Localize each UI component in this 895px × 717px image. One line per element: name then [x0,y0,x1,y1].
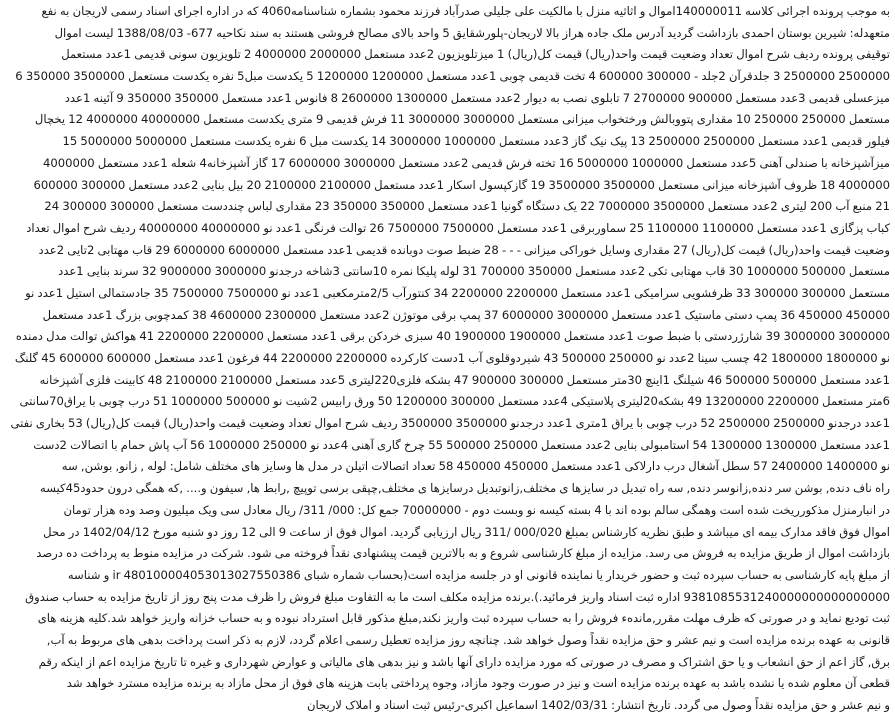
notice-line: متعهدله: شیرین بوستان احمدی بازداشت گردید آدرس ملک جاده هراز بالا لاریجان-پلورشقایق 5 واحد بالای مصالح فروشی هستند به سند نکاحیه 677- 1388/08/03 لیست اموال [54,25,890,40]
notice-line: از مبلغ پایه کارشناسی به حساب سپرده ثبت و حضور خریدار یا نماینده قانونی او در جلسه مزایده است(بحساب شماره شبای 480100004053013027550386 ir و شناسه [67,567,890,582]
notice-line: و نیم عشر و حق مزایده نقداً وصول می گردد. تاریخ انتشار: 1402/03/31 اسماعیل اکبری-رئیس ثبت اسناد و املاک لاریجان [306,698,890,712]
auction-notice [5,1,890,712]
notice-line: 450000 450000 36 پمپ دستی ماستیک 1عدد مستعمل 3000000 6000000 37 پمپ برقی موتوژن 2عدد مستعمل 2300000 4600000 38 کمدچوبی بزرگ 1عدد مستعمل [42,307,890,322]
notice-line: 1عدد درجدنو 2500000 2500000 52 درب چوبی با یراق 1متری 1عدد درجدنو 3500000 3500000 ردیف شرح اموال تعداد وضعیت قیمت واحد(ریال) قیمت کل(ریال) 53 بخاری نفتی [10,416,890,431]
notice-line: ثبت تودیع نماید و در صورتی که ظرف مهلت مقرر,ماندهء فروش را به حساب سپرده ثبت واریز نکند,مبلغ مذکور قابل استرداد نبوده و به حساب خزانه واریز خواهد شد.کلیه هزینه های [37,611,890,626]
notice-line: مستعمل 300000 300000 33 ظرفشویی سرامیکی 1عدد مستعمل 2200000 2200000 34 کنتورآب 2/5مترمکعبی 1عدد نو 7500000 7500000 35 جادستمالی استیل 1عدد نو [25,285,890,300]
notice-line: بازداشت اموال از طریق مزایده به فروش می رسد. مزایده از مبلغ کارشناسی شروع و به بالاترین قیمت پیشنهادی نقداً فروخته می شود. شرکت در مزایده منوط به پرداخت ده درصد [36,546,890,561]
notice-line: مستعمل 250000 250000 10 مقداری پتووبالش ورختخواب میزانی مستعمل 3000000 3000000 11 فرش قدیمی 9 متری یکدست مستعمل 40000000 4000000 12 یخچال [34,112,890,127]
notice-line: 1عدد مستعمل 500000 500000 46 شیلنگ 1اینچ 30متر مستعمل 300000 900000 47 بشکه فلزی220لیتری 5عدد مستعمل 2100000 2100000 48 کابینت فلزی آشپزخانه [39,372,890,387]
notice-line: قانونی به عهده برنده مزایده است و نیم عشر و حق مزایده نقداً وصول خواهد شد. چنانچه روز مزایده تعطیل رسمی اعلام گردد، لازم به ذکر است پرداخت بدهی های مربوط به آب, [46,632,890,647]
notice-line: 6متر مستعمل 2200000 13200000 49 بشکه20لیتری پلاستیکی 4عدد مستعمل 300000 1200000 50 ورق رابیس 2شیت نو 500000 1000000 51 درب چوبی با یراق70سانتی [19,394,890,409]
notice-line: میزعسلی قدیمی 3عدد مستعمل 900000 2700000 7 تابلوی نصب به دیوار 2عدد مستعمل 1300000 2600000 8 فانوس 1عدد مستعمل 350000 350000 9 آئینه 1عدد [64,90,890,105]
notice-line: کباب پزگازی 1عدد مستعمل 1100000 1100000 25 سماوربرقی 1عدد مستعمل 7500000 7500000 26 توالت فرنگی 1عدد نو 40000000 40000000 ردیف شرح اموال تعداد [26,220,890,235]
notice-line: توقیفی پرونده ردیف شرح اموال تعداد وضعیت قیمت واحد(ریال) قیمت کل(ریال) 1 میزتلویزیون 2عدد مستعمل 2000000 4000000 2 تلویزیون سونی قدیمی 1عدد مستعمل [61,47,890,62]
notice-line: وضعیت قیمت واحد(ریال) قیمت کل(ریال) 27 مقداری وسایل خوراکی میزانی - - - 28 ضبط صوت دوبانده قدیمی 1عدد مستعمل 6000000 6000000 29 قاب مهتابی 2تایی 2عدد [38,242,890,257]
notice-line: در انبارمنزل مذکورریخت شده است وهمگی سالم بوده اند با 4 بسته کیسه نو وبست دوم - 70000000 جمع کل: 000/ 311/ ریال معادل سی ویک میلیون وصد وده هزار تومان [63,502,890,517]
notice-line: نو 1400000 2400000 57 سطل آشغال درب دارلاکی 1عدد مستعمل 450000 450000 58 تعداد اتصالات اتیلن در مدل ها وسایز های مختلف شامل: لوله , زانو, بوشن, سه [61,459,890,474]
notice-line: اموال فوق فاقد مدارک بیمه ای میباشد و طبق نظریه کارشناس بمبلغ 000/020 /311 ریال ارزیابی گردید. اموال فوق از ساعت 9 الی 12 روز دو شنبه مورخ 1402/04/12 در محل [43,524,890,539]
notice-line: 1عدد مستعمل 1300000 1300000 54 استامبولی بنایی 2عدد مستعمل 250000 500000 55 چرخ گاری آهنی 4عدد نو 250000 1000000 56 آب پاش حمام با اتصالات 2دست [33,437,890,452]
notice-line: 21 منبع آب 200 لیتری 2عدد مستعمل 3500000 7000000 22 یک دستگاه گونیا 1عدد مستعمل 350000 350000 23 مقداری لباس چنددست مستعمل 300000 300000 24 [44,199,890,214]
notice-line: به موجب پرونده اجرائی کلاسه 140000011اموال و اثاثیه منزل با مالکیت علی جلیلی صدرآباد فرزند محمود بشماره شناسنامه4060 که در اداره اجرای اسناد رسمی لاریجان به نفع [41,4,890,18]
notice-line: 2500000 2500000 3 جلدقرآن 2جلد - 300000 600000 4 تخت قدیمی چوبی 1عدد مستعمل 1200000 1200000 5 یکدست مبل5 نفره یکدست مستعمل 3500000 350000 6 [15,69,890,84]
notice-line: راه ناف دنده, بوشن سر دنده,زانوسر دنده, سه راه تبدیل در سایزها ی مختلف,زانوتبدیل درسایزها ی مختلف,چپقی برسی توپیچ ,رابط ها, سیفون و.... ,که همگی درون حدود45کیسه [40,481,890,496]
notice-line: برق, گاز اعم از حق انشعاب و یا حق اشتراک و مصرف در صورتی که مورد مزایده دارای آنها باشد و نیز بدهی های مالیاتی و عوارض شهرداری و غیره تا تاریخ مزایده اعم از اینکه رقم [38,654,890,669]
notice-line: 4000000 18 ظروف آشپزخانه میزانی مستعمل 3500000 3500000 19 گازکپسول اسکار 1عدد مستعمل 2100000 2100000 20 بیل بنایی 2عدد مستعمل 300000 600000 [33,177,890,192]
notice-line: مستعمل 500000 1000000 30 قاب مهتابی تکی 2عدد مستعمل 350000 700000 31 لوله پلیکا نمره 10سانتی 3شاخه درجدنو 3000000 9000000 32 سرند بنایی 1عدد [58,264,890,279]
notice-line: قطعی آن معلوم شده یا نشده باشد به عهده برنده مزایده است و نیز در صورت وجود مازاد، وجوه پرداختی بابت هزینه های فوق از محل مازاد به برنده مزایده مسترد خواهد شد [66,676,890,691]
notice-line: میزآشپزخانه با صندلی آهنی 5عدد مستعمل 1000000 5000000 16 تخته فرش قدیمی 2عدد مستعمل 3000000 6000000 17 گاز آشپزخانه4 شعله 1عدد مستعمل 4000000 [43,155,890,170]
notice-line: نو 1800000 1800000 42 چسب سینا 2عدد نو 250000 500000 43 شیردوقلوی آب 1دست کارکرده 2200000 2200000 44 فرغون 1عدد مستعمل 600000 600000 45 گلنگ [14,351,890,365]
notice-line: 9381085531240000000000000000 اداره ثبت اسناد واریز فرمائید.).برنده مزایده مکلف است ما به التفاوت مبلغ فروش را ظرف مدت پنج روز از تاریخ مزایده به حساب صندوق [25,589,890,604]
notice-line: 3000000 3000000 39 شارژردستی با ضبط صوت 1عدد مستعمل 1900000 1900000 40 سبزی خردکن برقی 1عدد مستعمل 2200000 2200000 41 هواکش توالت مدل دمنده [15,329,890,344]
notice-line: فیلور قدیمی 1عدد مستعمل 2500000 2500000 13 پیک نیک گاز 3عدد مستعمل 1000000 3000000 14 یکدست مبل 6 نفره یکدست مستعمل 5000000 5000000 15 [62,134,890,149]
